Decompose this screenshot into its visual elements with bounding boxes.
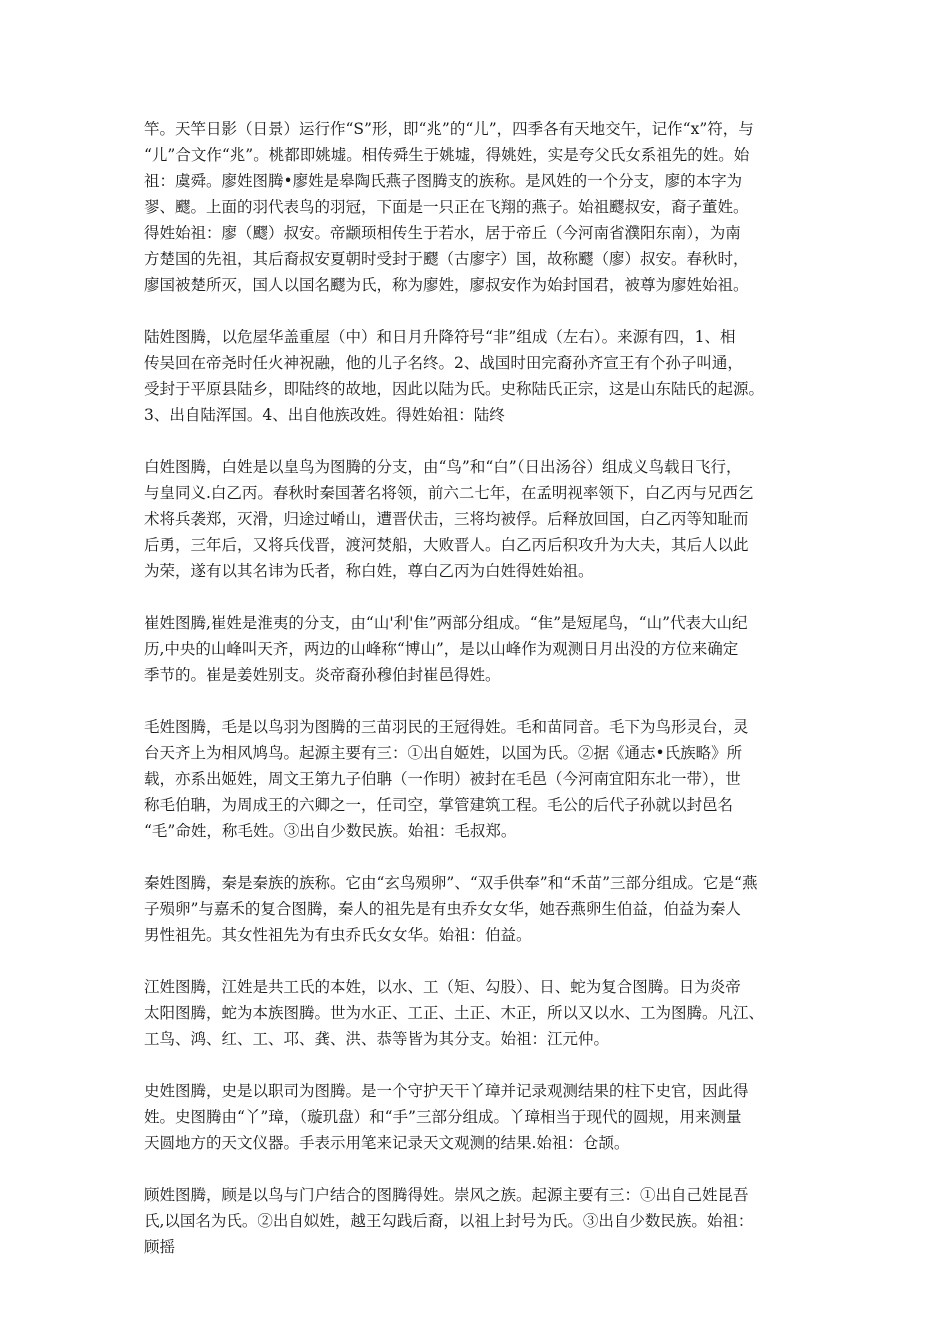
paragraph-shi xyxy=(144,1078,826,1156)
text-line: 顾姓图腾，顾是以鸟与门户结合的图腾得姓。崇风之族。起源主要有三：①出自己姓昆吾 xyxy=(144,1186,749,1204)
text-line: 氏,以国名为氏。②出自姒姓，越王勾践后裔，以祖上封号为氏。③出自少数民族。始祖： xyxy=(144,1212,754,1230)
text-line: 子殒卵”与嘉禾的复合图腾，秦人的祖先是有虫乔女女华，她吞燕卵生伯益，伯益为秦人 xyxy=(144,900,741,918)
paragraph-cui xyxy=(144,610,826,688)
text-line: 竿。天竿日影（日景）运行作“S”形，即“兆”的“儿”，四季各有天地交午，记作“x”符，与 xyxy=(144,120,754,138)
text-line: 载，亦系出姬姓，周文王第九子伯聃（一作明）被封在毛邑（今河南宜阳东北一带），世 xyxy=(144,770,741,788)
document-page xyxy=(144,116,826,1286)
text-line: 江姓图腾，江姓是共工氏的本姓，以水、工（矩、勾股）、日、蛇为复合图腾。日为炎帝 xyxy=(144,978,741,996)
text-line: 太阳图腾，蛇为本族图腾。世为水正、工正、土正、木正，所以又以水、工为图腾。凡江、 xyxy=(144,1004,765,1022)
paragraph-mao xyxy=(144,714,826,844)
text-line: 术将兵袭郑，灭滑，归途过崤山，遭晋伏击，三将均被俘。后释放回国，白乙丙等知耻而 xyxy=(144,510,749,528)
text-line: 白姓图腾，白姓是以皇鸟为图腾的分支，由“鸟”和“白”（日出汤谷）组成义鸟载日飞行， xyxy=(144,458,742,476)
paragraph-lu xyxy=(144,324,826,428)
text-line: 工鸟、鸿、红、工、邛、龚、洪、恭等皆为其分支。始祖：江元仲。 xyxy=(144,1030,610,1048)
text-line: 天圆地方的天文仪器。手表示用笔来记录天文观测的结果.始祖：仓颉。 xyxy=(144,1134,630,1152)
text-line: 台天齐上为相风鸠鸟。起源主要有三：①出自姬姓，以国为氏。②据《通志•氏族略》所 xyxy=(144,744,743,762)
text-line: 姓。史图腾由“丫”璋，（璇玑盘）和“手”三部分组成。丫璋相当于现代的圆规，用来测量 xyxy=(144,1108,742,1126)
paragraph-gu xyxy=(144,1182,826,1260)
text-line: 陆姓图腾，以危屋华盖重屋（中）和日月升降符号“非”组成（左右）。来源有四，1、相 xyxy=(144,328,736,346)
text-line: 秦姓图腾，秦是秦族的族称。它由“玄鸟殒卵”、“双手供奉”和“禾苗”三部分组成。它是“燕 xyxy=(144,874,758,892)
text-line: 毛姓图腾，毛是以鸟羽为图腾的三苗羽民的王冠得姓。毛和苗同音。毛下为鸟形灵台，灵 xyxy=(144,718,749,736)
paragraph-qin xyxy=(144,870,826,948)
paragraph-yao-liao xyxy=(144,116,826,298)
text-line: “儿”合文作“兆”。桃都即姚墟。相传舜生于姚墟，得姚姓，实是夸父氏女系祖先的姓。始 xyxy=(144,146,750,164)
text-line: 史姓图腾，史是以职司为图腾。是一个守护天干丫璋并记录观测结果的柱下史官，因此得 xyxy=(144,1082,749,1100)
text-line: 得姓始祖：廖（飂）叔安。帝颛顼相传生于若水，居于帝丘（今河南省濮阳东南），为南 xyxy=(144,224,741,242)
paragraph-jiang xyxy=(144,974,826,1052)
text-line: 季节的。崔是姜姓别支。炎帝裔孙穆伯封崔邑得姓。 xyxy=(144,666,501,684)
text-line: 祖：虞舜。廖姓图腾•廖姓是皋陶氏燕子图腾支的族称。是风姓的一个分支，廖的本字为 xyxy=(144,172,743,190)
text-line: 后勇，三年后，又将兵伐晋，渡河焚船，大败晋人。白乙丙后积攻升为大夫，其后人以此 xyxy=(144,536,749,554)
text-line: 顾摇 xyxy=(144,1238,176,1256)
text-line: 方楚国的先祖，其后裔叔安夏朝时受封于飂（古廖字）国，故称飂（廖）叔安。春秋时， xyxy=(144,250,749,268)
text-line: 翏、飂。上面的羽代表鸟的羽冠，下面是一只正在飞翔的燕子。始祖飂叔安，裔子董姓。 xyxy=(144,198,749,216)
text-line: 与皇同义.白乙丙。春秋时秦国著名将领，前六二七年，在孟明视率领下，白乙丙与兄西乞 xyxy=(144,484,754,502)
text-line: 廖国被楚所灭，国人以国名飂为氏，称为廖姓，廖叔安作为始封国君，被尊为廖姓始祖。 xyxy=(144,276,749,294)
text-line: 传吴回在帝尧时任火神祝融，他的儿子名终。2、战国时田完裔孙齐宣王有个孙子叫通， xyxy=(144,354,743,372)
text-line: 3、出自陆浑国。4、出自他族改姓。得姓始祖：陆终 xyxy=(144,406,505,424)
text-line: 历,中央的山峰叫天齐，两边的山峰称“博山”，是以山峰作为观测日月出没的方位来确定 xyxy=(144,640,739,658)
text-line: 为荣，遂有以其名讳为氏者，称白姓，尊白乙丙为白姓得姓始祖。 xyxy=(144,562,594,580)
text-line: 受封于平原县陆乡，即陆终的故地，因此以陆为氏。史称陆氏正宗，这是山东陆氏的起源。 xyxy=(144,380,765,398)
text-line: 崔姓图腾,崔姓是淮夷的分支，由“山'利'隹”两部分组成。“隹”是短尾鸟，“山”代表大山纪 xyxy=(144,614,748,632)
paragraph-bai xyxy=(144,454,826,584)
text-line: “毛”命姓，称毛姓。③出自少数民族。始祖：毛叔郑。 xyxy=(144,822,517,840)
text-line: 男性祖先。其女性祖先为有虫乔氏女女华。始祖：伯益。 xyxy=(144,926,532,944)
text-line: 称毛伯聃，为周成王的六卿之一，任司空，掌管建筑工程。毛公的后代子孙就以封邑名 xyxy=(144,796,734,814)
